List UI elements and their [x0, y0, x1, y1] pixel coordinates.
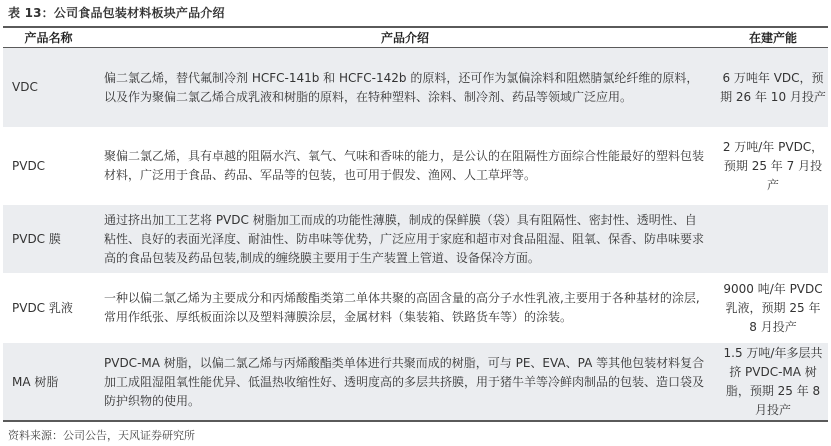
product-capacity: 9000 吨/年 PVDC 乳液，预期 25 年 8 月投产 — [718, 274, 828, 343]
table-row — [3, 343, 828, 422]
product-name: MA 树脂 — [3, 343, 94, 422]
product-table — [3, 26, 828, 422]
product-desc: 聚偏二氯乙烯，具有卓越的阻隔水汽、氧气、气味和香味的能力，是公认的在阻隔性方面综合性能最好的塑料包装材料，广泛用于食品、药品、军品等的包装，也可用于假发、渔网、人工草坪等。 — [94, 128, 718, 205]
header-row — [3, 27, 828, 48]
source-note: 资料来源：公司公告，天风证券研究所 — [8, 429, 195, 442]
product-desc: 一种以偏二氯乙烯为主要成分和丙烯酸酯类第二单体共聚的高固含量的高分子水性乳液,主要用于各种基材的涂层,常用作纸张、厚纸板面涂以及塑料薄膜涂层，金属材料（集装箱、铁路货车等）的涂装。 — [94, 274, 718, 343]
table-row — [3, 274, 828, 343]
table-title: 表 13：公司食品包装材料板块产品介绍 — [8, 6, 225, 20]
product-name: PVDC — [3, 128, 94, 205]
table-row — [3, 205, 828, 274]
product-capacity: 6 万吨年 VDC，预期 26 年 10 月投产 — [718, 48, 828, 128]
header-capacity: 在建产能 — [718, 27, 828, 48]
product-desc: 通过挤出加工工艺将 PVDC 树脂加工而成的功能性薄膜，制成的保鲜膜（袋）具有阻隔性、密封性、透明性、自粘性、良好的表面光泽度、耐油性、防串味等优势，广泛应用于家庭和超市对食品阻湿、阻氧、保香、防串味要求高的食品包装及药品包装,制成的缠绕膜主要用于生产装置上管道、设备保冷方面。 — [94, 205, 718, 274]
header-product-desc: 产品介绍 — [94, 27, 718, 48]
table-row — [3, 128, 828, 205]
table-row — [3, 48, 828, 128]
table-bottom-rule — [3, 420, 828, 422]
product-name: VDC — [3, 48, 94, 128]
product-desc: PVDC-MA 树脂，以偏二氯乙烯与丙烯酸酯类单体进行共聚而成的树脂，可与 PE、EVA、PA 等其他包装材料复合加工成阻湿阻氧性能优异、低温热收缩性好、透明度高的多层共挤膜，用于猪牛羊等冷鲜肉制品的包装、造口袋及防护织物的使用。 — [94, 343, 718, 422]
product-capacity — [718, 205, 828, 274]
header-product-name: 产品名称 — [3, 27, 94, 48]
product-capacity: 2 万吨/年 PVDC，预期 25 年 7 月投产 — [718, 128, 828, 205]
product-capacity: 1.5 万吨/年多层共挤 PVDC-MA 树脂，预期 25 年 8 月投产 — [718, 343, 828, 422]
product-desc: 偏二氯乙烯，替代氟制冷剂 HCFC-141b 和 HCFC-142b 的原料，还可作为氯偏涂料和阻燃腈氯纶纤维的原料，以及作为聚偏二氯乙烯合成乳液和树脂的原料，在特种塑料、涂料、制冷剂、药品等领域广泛应用。 — [94, 48, 718, 128]
product-name: PVDC 乳液 — [3, 274, 94, 343]
product-name: PVDC 膜 — [3, 205, 94, 274]
